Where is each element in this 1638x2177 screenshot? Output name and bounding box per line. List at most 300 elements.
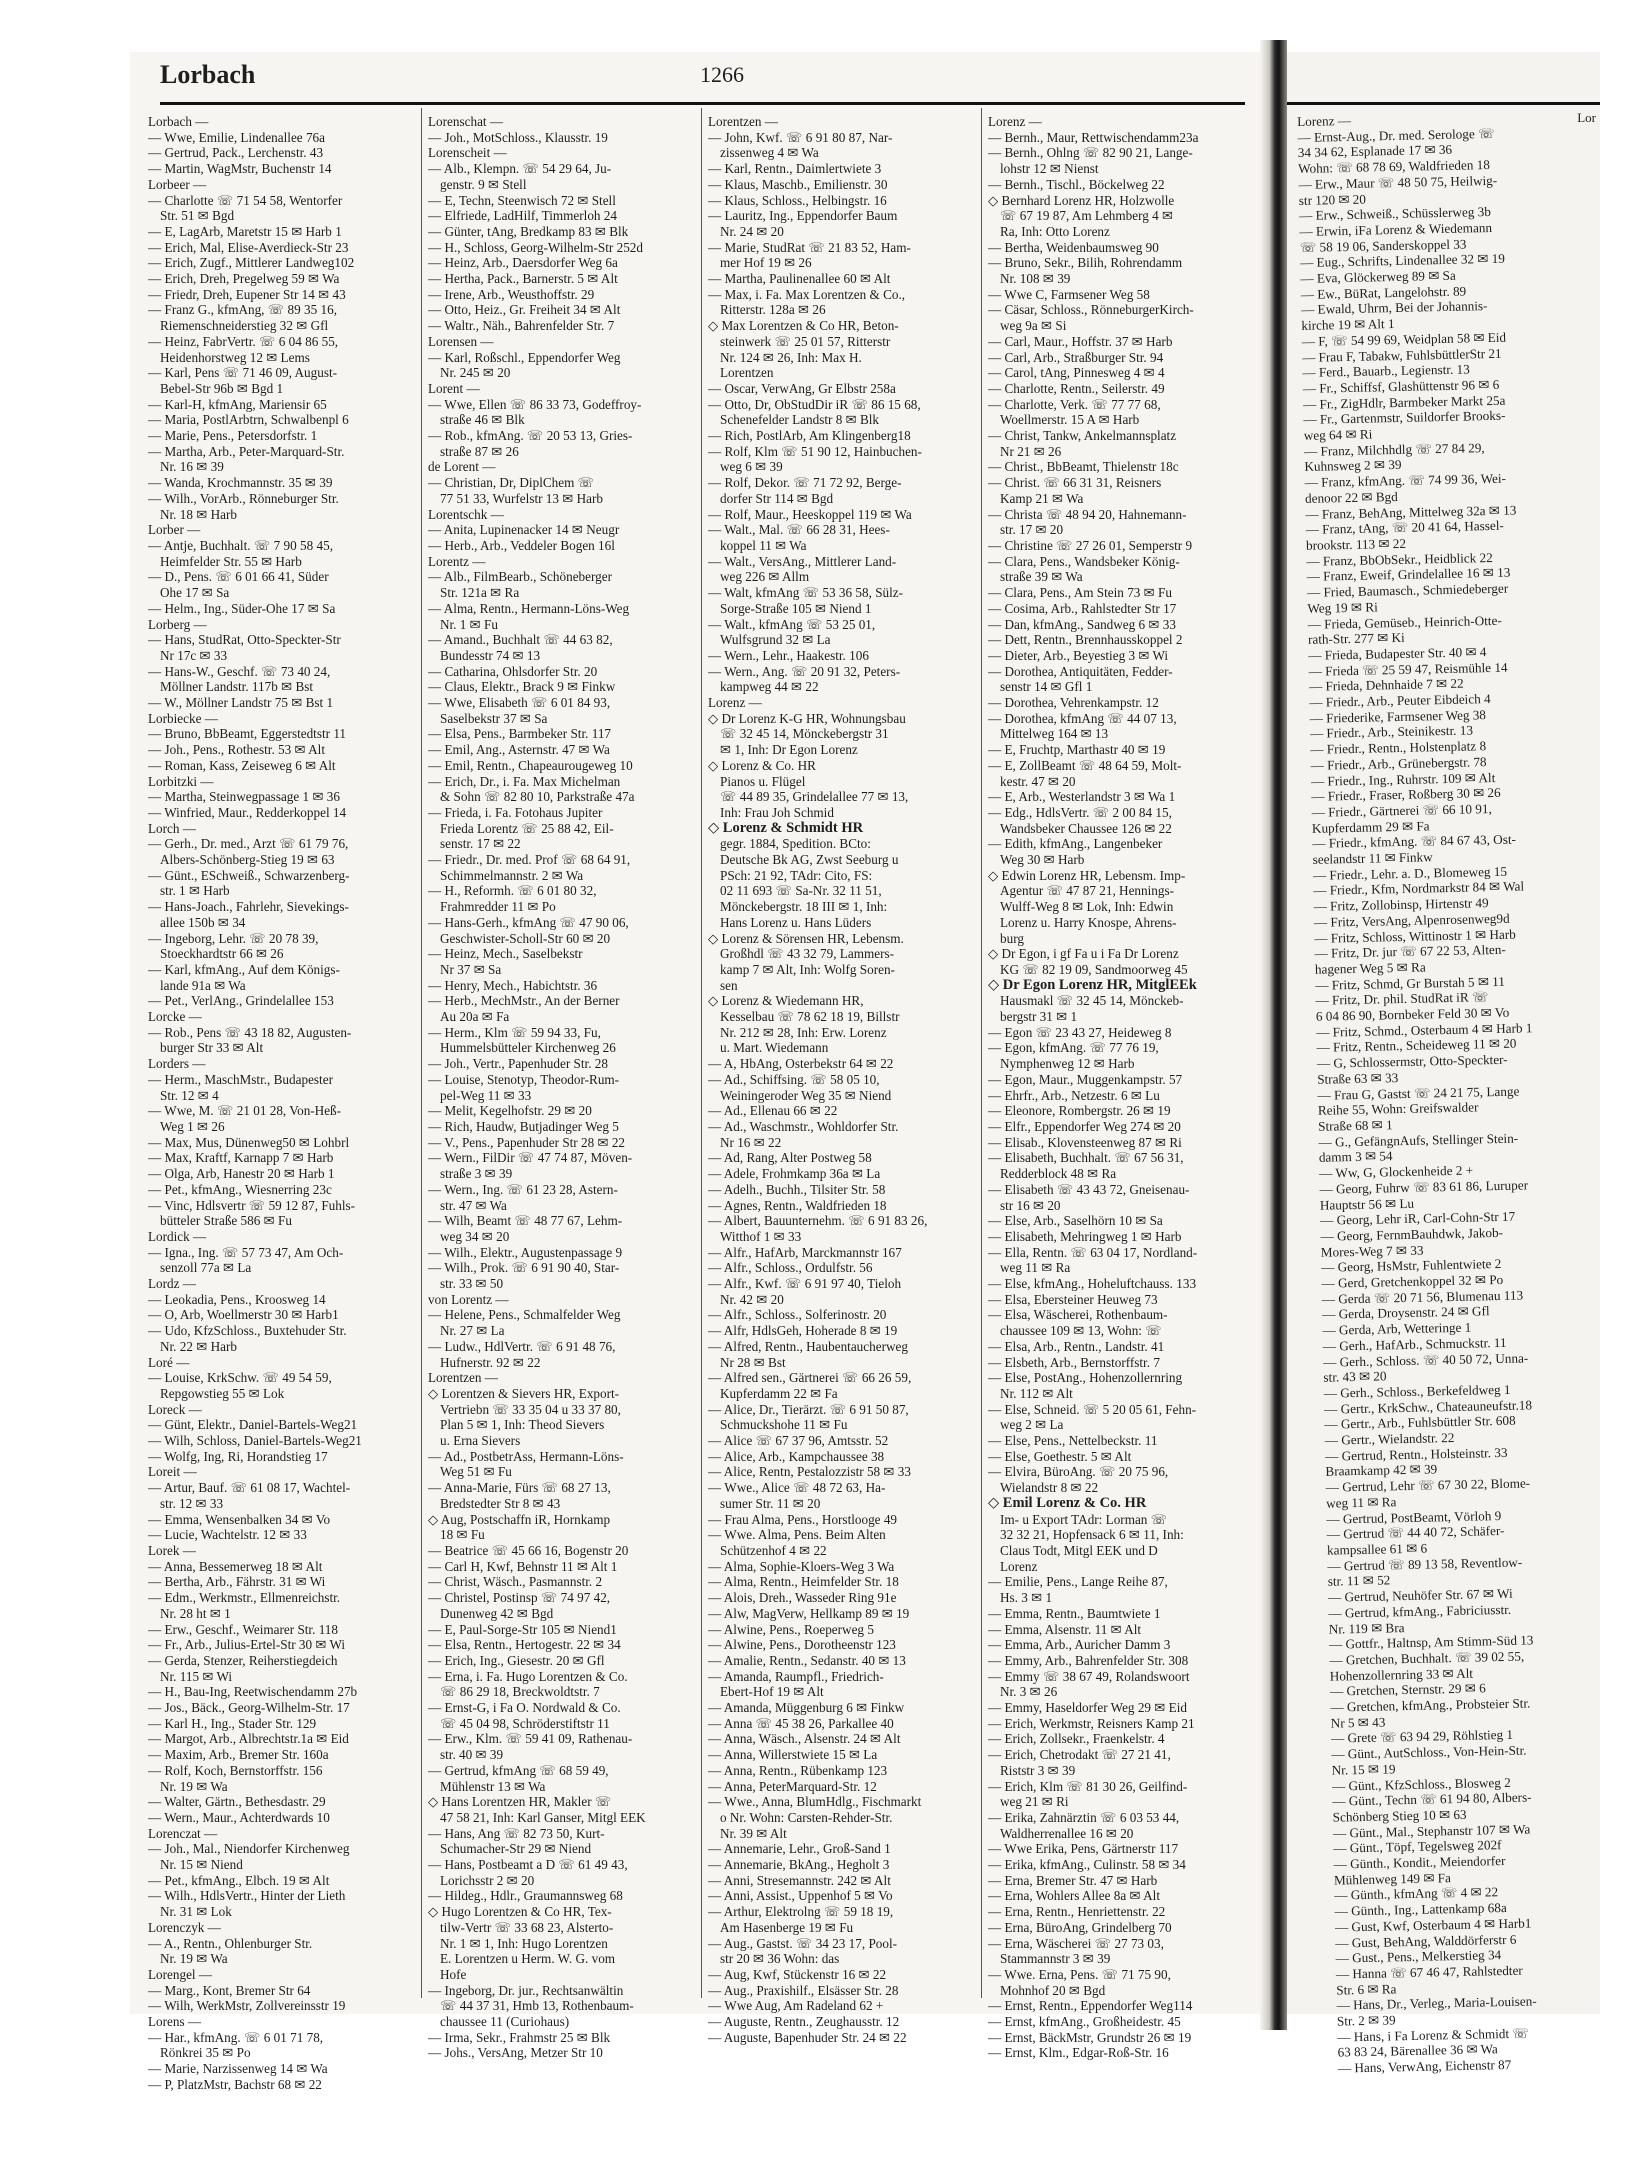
directory-entry: — Erna, i. Fa. Hugo Lorentzen & Co. <box>428 1668 628 1684</box>
directory-entry: Saselbekstr 37 ✉ Sa <box>440 710 548 726</box>
directory-entry: sumer Str. 11 ✉ 20 <box>720 1495 821 1511</box>
directory-entry: — Heinz, Arb., Daersdorfer Weg 6a <box>428 255 618 271</box>
directory-entry: Wandsbeker Chaussee 126 ✉ 22 <box>1000 820 1172 836</box>
directory-entry: Witthof 1 ✉ 33 <box>720 1228 802 1244</box>
directory-entry: — Max, i. Fa. Max Lorentzen & Co., <box>708 286 906 302</box>
directory-entry: pel-Weg 11 ✉ 33 <box>440 1087 532 1103</box>
directory-entry: — Friederike, Farmsener Weg 38 <box>1309 706 1487 726</box>
directory-entry: — Anna-Marie, Fürs ☏ 68 27 13, <box>428 1480 611 1496</box>
directory-entry: — Hans, VerwAng, Eichenstr 87 <box>1337 2057 1512 2076</box>
directory-entry: — Elisabeth ☏ 43 43 72, Gneisenau- <box>988 1181 1190 1197</box>
directory-entry: — Frau G, Gastst ☏ 24 21 75, Lange <box>1317 1083 1520 1103</box>
directory-entry: Mühlenstr 13 ✉ Wa <box>440 1778 546 1794</box>
directory-entry: Lorenz <box>1000 1558 1038 1574</box>
directory-entry: — Erika, Zahnärztin ☏ 6 03 53 44, <box>988 1809 1180 1825</box>
directory-entry: — Pet., kfmAng., Wiesnerring 23c <box>148 1181 332 1197</box>
directory-entry: PSch: 21 92, TAdr: Cito, FS: <box>720 867 873 883</box>
directory-entry: — Wwe, Ellen ☏ 86 33 73, Godeffroy- <box>428 396 642 412</box>
directory-entry: Mittelweg 164 ✉ 13 <box>1000 726 1109 742</box>
directory-entry: — Hans, i Fa Lorenz & Schmidt ☏ <box>1337 2025 1529 2045</box>
directory-entry: Schimmelmannstr. 2 ✉ Wa <box>440 867 584 883</box>
directory-entry: — Alfr., HafArb, Marckmannstr 167 <box>708 1244 902 1260</box>
directory-entry: — Aug., Praxishilf., Elsässer Str. 28 <box>708 1982 899 1998</box>
directory-entry: Vertriebn ☏ 33 35 04 u 33 37 80, <box>440 1401 621 1417</box>
directory-entry: — Christian, Dr, DiplChem ☏ <box>428 475 595 491</box>
directory-entry: ◇ Emil Lorenz & Co. HR <box>988 1494 1147 1511</box>
directory-entry: — Walt, kfmAng ☏ 53 36 58, Sülz- <box>708 585 904 601</box>
directory-entry: Schönberg Stieg 10 ✉ 63 <box>1332 1806 1467 1825</box>
directory-entry: — Karl, kfmAng., Auf dem Königs- <box>148 961 340 977</box>
directory-entry: — Klaus, Maschb., Emilienstr. 30 <box>708 176 888 192</box>
directory-entry: — Elisabeth, Mehringweg 1 ✉ Harb <box>988 1228 1182 1244</box>
directory-entry: — Dan, kfmAng., Sandweg 6 ✉ 33 <box>988 616 1176 632</box>
directory-entry: — Wern., FilDir ☏ 47 74 87, Möven- <box>428 1150 633 1166</box>
directory-entry: Frieda Lorentz ☏ 25 88 42, Eil- <box>440 820 614 836</box>
directory-entry: — Wwe, Emilie, Lindenallee 76a <box>148 129 325 145</box>
directory-entry: — Gerh., Dr. med., Arzt ☏ 61 79 76, <box>148 836 349 852</box>
directory-entry: — Walter, Gärtn., Bethesdastr. 29 <box>148 1794 326 1810</box>
directory-entry: — Gertr., Arb., Fuhlsbüttler Str. 608 <box>1324 1413 1516 1433</box>
directory-entry: Lorentzen <box>720 365 774 381</box>
directory-entry: u. Mart. Wiedemann <box>720 1040 829 1056</box>
directory-entry: — Gerda ☏ 20 71 56, Blumenau 113 <box>1321 1287 1524 1307</box>
directory-entry: — Gertr., KrkSchw., Chateauneufstr.18 <box>1323 1397 1533 1417</box>
directory-entry: — Wwe, M. ☏ 21 01 28, Von-Heß- <box>148 1103 342 1119</box>
directory-entry: — Ad., PostbetrAss, Hermann-Löns- <box>428 1448 624 1464</box>
directory-entry: — Hans, Postbeamt a D ☏ 61 49 43, <box>428 1857 628 1873</box>
directory-entry: — Franz, BehAng, Mittelweg 32a ✉ 13 <box>1305 502 1517 522</box>
directory-entry: — Erw., Klm. ☏ 59 41 09, Rathenau- <box>428 1731 633 1747</box>
directory-entry: — Frieda, i. Fa. Fotohaus Jupiter <box>428 804 603 820</box>
directory-entry: weg 226 ✉ Allm <box>720 569 810 585</box>
directory-entry: — Emma, Wensenbalken 34 ✉ Vo <box>148 1511 331 1527</box>
directory-entry: Bundesstr 74 ✉ 13 <box>440 647 541 663</box>
directory-entry: Str. 51 ✉ Bgd <box>160 208 235 224</box>
directory-entry: Pianos u. Flügel <box>720 773 806 789</box>
directory-entry: — Gretchen, Sternstr. 29 ✉ 6 <box>1329 1680 1486 1699</box>
directory-entry: — Georg, HsMstr, Fuhlentwiete 2 <box>1321 1256 1502 1276</box>
directory-entry: — Erwin, iFa Lorenz & Wiedemann <box>1299 219 1493 239</box>
directory-entry: — Günt., Mal., Stephanstr 107 ✉ Wa <box>1332 1821 1531 1841</box>
directory-entry: ◇ Dr Egon Lorenz HR, MitglEEk <box>988 976 1197 993</box>
directory-entry: — Anna ☏ 45 38 26, Parkallee 40 <box>708 1715 894 1731</box>
directory-entry: — Albert, Bauunternehm. ☏ 6 91 83 26, <box>708 1213 928 1229</box>
directory-entry: 02 11 693 ☏ Sa-Nr. 32 11 51, <box>720 883 882 899</box>
directory-entry: Lorbeer — <box>148 176 207 192</box>
directory-entry: — Cäsar, Schloss., RönneburgerKirch- <box>988 302 1194 318</box>
directory-entry: — Marg., Kont, Bremer Str 64 <box>148 1982 311 1998</box>
directory-entry: — Arthur, Elektrolng ☏ 59 18 19, <box>708 1904 894 1920</box>
directory-entry: — Elfriede, LadHilf, Timmerloh 24 <box>428 208 617 224</box>
directory-entry: Nr. 1 ✉ 1, Inh: Hugo Lorentzen <box>440 1935 608 1951</box>
directory-entry: — Christ, Tankw, Ankelmannsplatz <box>988 428 1177 444</box>
directory-entry: — Erw., Schweiß., Schüsslerweg 3b <box>1298 204 1492 224</box>
directory-entry: kirche 19 ✉ Alt 1 <box>1301 316 1395 334</box>
directory-entry: — Wwe Aug, Am Radeland 62 + <box>708 1998 884 2014</box>
directory-entry: kampsallee 61 ✉ 6 <box>1326 1540 1428 1558</box>
directory-entry: Lorberg — <box>148 616 207 632</box>
directory-entry: — Else, Schneid. ☏ 5 20 05 61, Fehn- <box>988 1401 1197 1417</box>
directory-entry: rath-Str. 277 ✉ Ki <box>1307 630 1405 648</box>
directory-entry: ◇ Dr Egon, i gf Fa u i Fa Dr Lorenz <box>988 946 1179 962</box>
directory-entry: ◇ Max Lorentzen & Co HR, Beton- <box>708 318 899 334</box>
directory-entry: chaussee 109 ✉ 13, Wohn: ☏ <box>1000 1323 1162 1339</box>
directory-entry: — Egon ☏ 23 43 27, Heideweg 8 <box>988 1024 1172 1040</box>
directory-entry: — Carol, tAng, Pinnesweg 4 ✉ 4 <box>988 365 1165 381</box>
directory-entry: — Ernst-G, i Fa O. Nordwald & Co. <box>428 1700 621 1716</box>
directory-entry: 77 51 33, Wurfelstr 13 ✉ Harb <box>440 490 604 506</box>
directory-entry: — Alfr., Schloss., Ordulfstr. 56 <box>708 1260 873 1276</box>
directory-entry: — Georg, Lehr iR, Carl-Cohn-Str 17 <box>1320 1208 1516 1228</box>
directory-entry: 47 58 21, Inh: Karl Ganser, Mitgl EEK <box>440 1809 646 1825</box>
directory-entry: — Leokadia, Pens., Kroosweg 14 <box>148 1291 326 1307</box>
directory-entry: Lordz — <box>148 1276 196 1292</box>
directory-entry: — Udo, KfzSchloss., Buxtehuder Str. <box>148 1323 347 1339</box>
directory-entry: — Fr., ZigHdlr, Barmbeker Markt 25a <box>1302 392 1506 412</box>
directory-entry: Nr. 16 ✉ 39 <box>160 459 224 475</box>
directory-entry: Möllner Landstr. 117b ✉ Bst <box>160 679 314 695</box>
directory-entry: — Hans-Joach., Fahrlehr, Sievekings- <box>148 899 349 915</box>
directory-entry: — H., Bau-Ing, Reetwischendamm 27b <box>148 1684 358 1700</box>
directory-entry: — Edm., Werkmstr., Ellmenreichstr. <box>148 1590 341 1606</box>
directory-entry: straße 46 ✉ Blk <box>440 412 525 428</box>
directory-entry: — Heinz, Mech., Saselbekstr <box>428 946 583 962</box>
directory-entry: — Marie, Narzissenweg 14 ✉ Wa <box>148 2061 328 2077</box>
directory-entry: — Rolf, Maur., Heeskoppel 119 ✉ Wa <box>708 506 912 522</box>
directory-entry: Lorent — <box>428 380 480 396</box>
directory-entry: Ebert-Hof 19 ✉ Alt <box>720 1684 824 1700</box>
directory-entry: bergstr 31 ✉ 1 <box>1000 1009 1078 1025</box>
directory-entry: — Wern., Ang. ☏ 20 91 32, Peters- <box>708 663 901 679</box>
directory-entry: tilw-Vertr ☏ 33 68 23, Alsterto- <box>440 1919 614 1935</box>
directory-entry: Albers-Schönberg-Stieg 19 ✉ 63 <box>160 852 335 868</box>
directory-entry: — Artur, Bauf. ☏ 61 08 17, Wachtel- <box>148 1480 351 1496</box>
column-3 <box>708 114 973 2045</box>
directory-entry: — Carl H, Kwf, Behnstr 11 ✉ Alt 1 <box>428 1558 618 1574</box>
column-1 <box>148 114 413 2092</box>
directory-entry: — E, Arb., Westerlandstr 3 ✉ Wa 1 <box>988 789 1176 805</box>
directory-entry: — Erna, Bremer Str. 47 ✉ Harb <box>988 1872 1158 1888</box>
directory-entry: — Hanna ☏ 67 46 47, Rahlstedter <box>1335 1962 1523 1982</box>
directory-entry: — Günt., ESchweiß., Schwarzenberg- <box>148 867 350 883</box>
directory-entry: — Elsa, Ebersteiner Heuweg 73 <box>988 1291 1158 1307</box>
directory-entry: hagener Weg 5 ✉ Ra <box>1314 959 1426 977</box>
directory-entry: — Henry, Mech., Habichtstr. 36 <box>428 977 598 993</box>
directory-entry: Waldherrenallee 16 ✉ 20 <box>1000 1825 1134 1841</box>
directory-entry: Großhdl ☏ 43 32 79, Lammers- <box>720 946 894 962</box>
directory-entry: str. 40 ✉ 39 <box>440 1747 504 1763</box>
directory-entry: ◇ Lorenz & Schmidt HR <box>708 819 864 836</box>
directory-entry: — Wern., Ing. ☏ 61 23 28, Astern- <box>428 1181 618 1197</box>
directory-entry: 18 ✉ Fu <box>440 1527 485 1543</box>
directory-entry: — Martin, WagMstr, Buchenstr 14 <box>148 161 332 177</box>
column-divider <box>701 108 702 1998</box>
directory-entry: — Gertr., Wielandstr. 22 <box>1324 1430 1455 1448</box>
directory-entry: 63 83 24, Bärenallee 36 ✉ Wa <box>1337 2041 1498 2061</box>
directory-entry: Am Hasenberge 19 ✉ Fu <box>720 1919 854 1935</box>
directory-entry: — Erich, Zollsekr., Fraenkelstr. 4 <box>988 1731 1165 1747</box>
directory-entry: — Lauritz, Ing., Eppendorfer Baum <box>708 208 898 224</box>
directory-entry: — Dieter, Arb., Beyestieg 3 ✉ Wi <box>988 647 1169 663</box>
directory-entry: — Elvira, BüroAng. ☏ 20 75 96, <box>988 1464 1169 1480</box>
directory-entry: — Erich, Dreh, Pregelweg 59 ✉ Wa <box>148 271 340 287</box>
directory-entry: — Fr., Arb., Julius-Ertel-Str 30 ✉ Wi <box>148 1637 346 1653</box>
directory-entry: — Wilh., Elektr., Augustenpassage 9 <box>428 1244 623 1260</box>
directory-entry: — Alfred sen., Gärtnerei ☏ 66 26 59, <box>708 1370 912 1386</box>
directory-entry: — Alice, Arb., Kampchaussee 38 <box>708 1448 885 1464</box>
directory-entry: ☏ 58 19 06, Sanderskoppel 33 <box>1299 236 1467 255</box>
directory-entry: — Alice, Dr., Tierärzt. ☏ 6 91 50 87, <box>708 1401 909 1417</box>
directory-entry: Kamp 21 ✉ Wa <box>1000 490 1084 506</box>
directory-entry: — Carl, Maur., Hoffstr. 37 ✉ Harb <box>988 333 1173 349</box>
directory-entry: — Rolf, Dekor. ☏ 71 72 92, Berge- <box>708 475 902 491</box>
directory-entry: — Günter, tAng, Bredkamp 83 ✉ Blk <box>428 223 629 239</box>
directory-entry: — Alice, Rentn, Pestalozzistr 58 ✉ 33 <box>708 1464 911 1480</box>
directory-entry: Nr. 22 ✉ Harb <box>160 1338 237 1354</box>
directory-entry: — E, ZollBeamt ☏ 48 64 59, Molt- <box>988 757 1182 773</box>
directory-entry: — Emma, Alsenstr. 11 ✉ Alt <box>988 1621 1142 1637</box>
directory-entry: — Anna, Willerstwiete 15 ✉ La <box>708 1747 878 1763</box>
directory-entry: kampweg 44 ✉ 22 <box>720 679 819 695</box>
directory-entry: — Pet., kfmAng., Elbch. 19 ✉ Alt <box>148 1872 330 1888</box>
directory-entry: weg 11 ✉ Ra <box>1325 1494 1397 1511</box>
directory-entry: — Franz, Milchhdlg ☏ 27 84 29, <box>1303 439 1485 459</box>
directory-entry: — Claus, Elektr., Brack 9 ✉ Finkw <box>428 679 616 695</box>
directory-entry: — Ad., Waschmstr., Wohldorfer Str. <box>708 1119 899 1134</box>
directory-entry: — Gust, BehAng, Walddörferstr 6 <box>1335 1931 1517 1951</box>
directory-entry: Lorentschk — <box>428 506 504 522</box>
directory-entry: — Bernh., Maur, Rettwischendamm23a <box>988 129 1199 145</box>
directory-entry: — Carl, Arb., Straßburger Str. 94 <box>988 349 1164 365</box>
directory-entry: — Gertrud, Lehr ☏ 67 30 22, Blome- <box>1325 1475 1531 1495</box>
directory-entry: Mores-Weg 7 ✉ 33 <box>1320 1242 1424 1260</box>
directory-entry: Weg 51 ✉ Fu <box>440 1464 512 1480</box>
directory-entry: Nr. 112 ✉ Alt <box>1000 1385 1073 1401</box>
directory-entry: str. 17 ✉ 20 <box>1000 522 1064 538</box>
directory-entry: — G., GefängnAufs, Stellinger Stein- <box>1318 1130 1519 1150</box>
directory-entry: Lorentzen — <box>708 114 778 129</box>
directory-entry: Sorge-Straße 105 ✉ Niend 1 <box>720 600 872 616</box>
directory-entry: Hs. 3 ✉ 1 <box>1000 1590 1053 1606</box>
directory-entry: Hausmakl ☏ 32 45 14, Mönckeb- <box>1000 993 1184 1009</box>
directory-entry: chaussee 11 (Curiohaus) <box>440 2014 570 2030</box>
directory-entry: — Helm., Ing., Süder-Ohe 17 ✉ Sa <box>148 600 336 616</box>
directory-entry: Lorichsstr 2 ✉ 20 <box>440 1872 535 1888</box>
directory-entry: — Ernst, Klm., Edgar-Roß-Str. 16 <box>988 2045 1169 2061</box>
directory-entry: — Emmy, Haseldorfer Weg 29 ✉ Eid <box>988 1700 1187 1716</box>
directory-entry: — Wilh, Schloss, Daniel-Bartels-Weg21 <box>148 1433 362 1449</box>
directory-entry: Kesselbau ☏ 78 62 18 19, Billstr <box>720 1009 900 1025</box>
directory-entry: — Franz, kfmAng. ☏ 74 99 36, Wei- <box>1304 470 1507 491</box>
directory-entry: Stoeckhardtstr 66 ✉ 26 <box>160 946 284 962</box>
directory-entry: Deutsche Bk AG, Zwst Seeburg u <box>720 852 899 868</box>
directory-entry: — John, Kwf. ☏ 6 91 80 87, Nar- <box>708 129 893 145</box>
directory-entry: — Agnes, Rentn., Waldfrieden 18 <box>708 1197 887 1213</box>
directory-entry: Nr. 115 ✉ Wi <box>160 1668 233 1684</box>
directory-entry: — Fritz, Dr. phil. StudRat iR ☏ <box>1315 989 1489 1009</box>
directory-entry: — Gerda, Droysenstr. 24 ✉ Gfl <box>1321 1303 1490 1323</box>
directory-entry: str 16 ✉ 20 <box>1000 1197 1061 1213</box>
directory-entry: damm 3 ✉ 54 <box>1318 1148 1393 1166</box>
directory-entry: Nymphenweg 12 ✉ Harb <box>1000 1056 1135 1072</box>
directory-entry: steinwerk ☏ 25 01 57, Ritterstr <box>720 333 891 349</box>
directory-entry: — Else, Goethestr. 5 ✉ Alt <box>988 1448 1132 1464</box>
directory-entry: — Günt, Elektr., Daniel-Bartels-Weg21 <box>148 1417 358 1433</box>
directory-entry: ✉ 1, Inh: Dr Egon Lorenz <box>720 742 858 758</box>
directory-entry: Straße 63 ✉ 33 <box>1317 1069 1399 1087</box>
directory-entry: — Erich, Ing., Giesestr. 20 ✉ Gfl <box>428 1652 605 1668</box>
directory-entry: — Else, kfmAng., Hoheluftchauss. 133 <box>988 1276 1197 1292</box>
directory-entry: — Olga, Arb, Hanestr 20 ✉ Harb 1 <box>148 1166 335 1182</box>
directory-entry: Mohnhof 20 ✉ Bgd <box>1000 1982 1106 1998</box>
column-divider <box>981 108 982 1998</box>
directory-entry: — Alma, Rentn., Hermann-Löns-Weg <box>428 600 630 616</box>
directory-entry: — Irene, Arb., Weusthoffstr. 29 <box>428 286 595 302</box>
header-rule <box>160 102 1245 105</box>
directory-entry: Nr. 245 ✉ 20 <box>440 365 511 381</box>
directory-entry: — Wilh, WerkMstr, Zollvereinsstr 19 <box>148 1998 346 2014</box>
directory-entry: — Adele, Frohmkamp 36a ✉ La <box>708 1166 881 1182</box>
directory-entry: — Gust, Kwf, Osterbaum 4 ✉ Harb1 <box>1334 1915 1532 1935</box>
directory-entry: Lorbitzki — <box>148 773 214 789</box>
directory-entry: — Georg, Fuhrw ☏ 83 61 86, Luruper <box>1319 1177 1529 1197</box>
directory-entry: o Nr. Wohn: Carsten-Rehder-Str. <box>720 1809 893 1825</box>
directory-entry: — Friedr., Fraser, Roßberg 30 ✉ 26 <box>1311 785 1501 805</box>
directory-entry: Lordick — <box>148 1228 207 1244</box>
directory-entry: kestr. 47 ✉ 20 <box>1000 773 1076 789</box>
directory-entry: — Gertrud, Pack., Lerchenstr. 43 <box>148 145 324 161</box>
directory-entry: Weg 1 ✉ 26 <box>160 1119 225 1134</box>
directory-entry: — Elisabeth, Buchhalt. ☏ 67 56 31, <box>988 1150 1184 1166</box>
directory-entry: — Erich, Werkmstr, Reisners Kamp 21 <box>988 1715 1195 1731</box>
directory-entry: — Günth., kfmAng ☏ 4 ✉ 22 <box>1334 1884 1499 1904</box>
page-number: 1266 <box>700 62 744 87</box>
directory-entry: — Fried, Baumasch., Schmiedeberger <box>1306 580 1509 600</box>
page-header <box>160 60 1245 102</box>
directory-entry: — Bernh., Tischl., Böckelweg 22 <box>988 176 1165 192</box>
directory-entry: bütteler Straße 586 ✉ Fu <box>160 1213 292 1229</box>
directory-entry: — Charlotte, Verk. ☏ 77 77 68, <box>988 396 1161 412</box>
directory-entry: Rönkrei 35 ✉ Po <box>160 2045 251 2061</box>
directory-entry: Lorenczat — <box>148 1825 218 1841</box>
directory-entry: — Franz, Eweif, Grindelallee 16 ✉ 13 <box>1306 565 1511 585</box>
directory-entry: Heidenhorstweg 12 ✉ Lems <box>160 349 310 365</box>
directory-entry: — Alfr., Kwf. ☏ 6 91 97 40, Tieloh <box>708 1276 902 1292</box>
directory-entry: — Friedr., Gärtnerei ☏ 66 10 91, <box>1311 801 1492 820</box>
directory-entry: — Anni, Stresemannstr. 242 ✉ Alt <box>708 1872 891 1888</box>
directory-entry: — Friedr., Kfm, Nordmarkstr 84 ✉ Wal <box>1313 878 1525 899</box>
directory-entry: Lorengel — <box>148 1966 213 1982</box>
directory-entry: Lorbiecke — <box>148 710 218 726</box>
directory-entry: Lorenz — <box>1297 112 1352 129</box>
directory-entry: — Fritz, Zollobinsp, Hirtenstr 49 <box>1313 895 1489 914</box>
directory-entry: — E, Paul-Sorge-Str 105 ✉ Niend1 <box>428 1621 617 1637</box>
directory-entry: — Günt., Techn ☏ 61 94 80, Albers- <box>1332 1789 1532 1809</box>
directory-entry: — Egon, kfmAng. ☏ 77 76 19, <box>988 1040 1159 1056</box>
directory-entry: — Emmy, Arb., Bahrenfelder Str. 308 <box>988 1652 1189 1668</box>
directory-entry: Kuhnsweg 2 ✉ 39 <box>1304 457 1402 475</box>
directory-entry: ☏ 44 37 31, Hmb 13, Rothenbaum- <box>440 1998 634 2014</box>
directory-entry: — Gertrud, Rentn., Holsteinstr. 33 <box>1324 1444 1508 1464</box>
directory-entry: Nr 17c ✉ 33 <box>160 647 228 663</box>
directory-entry: — Bruno, Sekr., Bilih, Rohrendamm <box>988 255 1183 271</box>
directory-entry: weg 9a ✉ Si <box>1000 318 1067 334</box>
directory-entry: — Fritz, Dr. jur ☏ 67 22 53, Alten- <box>1314 942 1506 962</box>
directory-entry: — Antje, Buchhalt. ☏ 7 90 58 45, <box>148 537 333 553</box>
directory-entry: — Frieda, Gemüseb., Heinrich-Otte- <box>1307 612 1502 632</box>
right-column <box>1297 108 1636 2076</box>
directory-entry: — Louise, KrkSchw. ☏ 49 54 59, <box>148 1370 332 1386</box>
directory-entry: Frahmredder 11 ✉ Po <box>440 899 556 915</box>
directory-entry: Im- u Export TAdr: Lorman ☏ <box>1000 1511 1168 1527</box>
directory-entry: — Ewald, Uhrm, Bei der Johannis- <box>1300 298 1488 318</box>
directory-entry: — Bertha, Arb., Fährstr. 31 ✉ Wi <box>148 1574 326 1590</box>
directory-entry: — Maxim, Arb., Bremer Str. 160a <box>148 1747 329 1763</box>
directory-entry: senstr. 17 ✉ 22 <box>440 836 521 852</box>
directory-entry: — Alice ☏ 67 37 96, Amtsstr. 52 <box>708 1433 889 1449</box>
directory-entry: Inh: Frau Joh Schmid <box>720 804 834 820</box>
directory-entry: — Friedr., Dr. med. Prof ☏ 68 64 91, <box>428 852 631 868</box>
directory-entry: genstr. 9 ✉ Stell <box>440 176 527 192</box>
directory-entry: — P, PlatzMstr, Bachstr 68 ✉ 22 <box>148 2076 322 2092</box>
directory-entry: Nr. 24 ✉ 20 <box>720 223 784 239</box>
directory-entry: gegr. 1884, Spedition. BCto: <box>720 836 871 852</box>
directory-entry: — Ferd., Bauarb., Legienstr. 13 <box>1302 361 1470 381</box>
directory-entry: — Günth., Kondit., Meiendorfer <box>1333 1853 1506 1872</box>
directory-entry: — G, Schlossermstr, Otto-Speckter- <box>1316 1051 1508 1071</box>
directory-entry: ◇ Edwin Lorenz HR, Lebensm. Imp- <box>988 867 1186 883</box>
directory-entry: weg 34 ✉ 20 <box>440 1228 510 1244</box>
directory-entry: — Egon, Maur., Muggenkampstr. 57 <box>988 1071 1183 1087</box>
directory-entry: — Fritz, Schloss, Wittinostr 1 ✉ Harb <box>1314 926 1516 946</box>
directory-entry: — Erika, kfmAng., Culinstr. 58 ✉ 34 <box>988 1857 1186 1873</box>
directory-entry: — Joh., Mal., Niendorfer Kirchenweg <box>148 1841 350 1857</box>
directory-entry: — Rob., Pens ☏ 43 18 82, Augusten- <box>148 1024 352 1040</box>
directory-entry: — Alfred, Rentn., Haubentaucherweg <box>708 1338 908 1354</box>
directory-entry: Claus Todt, Mitgl EEK und D <box>1000 1542 1158 1558</box>
directory-entry: — Friedr., kfmAng. ☏ 84 67 43, Ost- <box>1312 831 1517 852</box>
directory-entry: Loré — <box>148 1354 190 1370</box>
directory-entry: Nr 37 ✉ Sa <box>440 961 502 977</box>
directory-entry: — Karl, Rentn., Daimlertwiete 3 <box>708 161 882 177</box>
directory-entry: — Elfr., Eppendorfer Weg 274 ✉ 20 <box>988 1119 1181 1134</box>
directory-entry: — Gertrud, kfmAng., Fabriciusstr. <box>1328 1601 1512 1621</box>
directory-entry: — Elsa, Wäscherei, Rothenbaum- <box>988 1307 1168 1323</box>
directory-entry: str. 11 ✉ 52 <box>1327 1572 1391 1590</box>
directory-entry: — Clara, Pens., Am Stein 73 ✉ Fu <box>988 585 1172 601</box>
directory-entry: — Emilie, Pens., Lange Reihe 87, <box>988 1574 1168 1590</box>
directory-entry: — Franz, BbObSekr., Heidblick 22 <box>1306 549 1493 569</box>
book-gutter <box>1260 40 1287 2030</box>
directory-entry: Nr 28 ✉ Bst <box>720 1354 786 1370</box>
directory-entry: — Erna, Wohlers Allee 8a ✉ Alt <box>988 1888 1160 1904</box>
directory-entry: — Elsbeth, Arb., Bernstorffstr. 7 <box>988 1354 1160 1370</box>
directory-entry: E. Lorentzen u Herm. W. G. vom <box>440 1951 616 1967</box>
directory-entry: — Wilh., HdlsVertr., Hinter der Lieth <box>148 1888 346 1904</box>
directory-entry: — Günth., Ing., Lattenkamp 68a <box>1334 1900 1507 1919</box>
directory-entry: Lorensen — <box>428 333 494 349</box>
right-running-head: Lor <box>1577 110 1596 125</box>
directory-entry: ☏ 44 89 35, Grindelallee 77 ✉ 13, <box>720 789 909 805</box>
directory-entry: seelandstr 11 ✉ Finkw <box>1312 849 1433 867</box>
directory-entry: — Wwe. Erna, Pens. ☏ 71 75 90, <box>988 1966 1171 1982</box>
directory-entry: Nr. 124 ✉ 26, Inh: Max H. <box>720 349 862 365</box>
directory-entry: Nr. 3 ✉ 26 <box>1000 1684 1058 1700</box>
directory-entry: — Emmy ☏ 38 67 49, Rolandswoort <box>988 1668 1190 1684</box>
directory-entry: — Else, PostAng., Hohenzollernring <box>988 1370 1183 1386</box>
directory-entry: — Dett, Rentn., Brennhausskoppel 2 <box>988 632 1183 648</box>
directory-entry: — Ew., BüRat, Langelohstr. 89 <box>1300 283 1467 302</box>
